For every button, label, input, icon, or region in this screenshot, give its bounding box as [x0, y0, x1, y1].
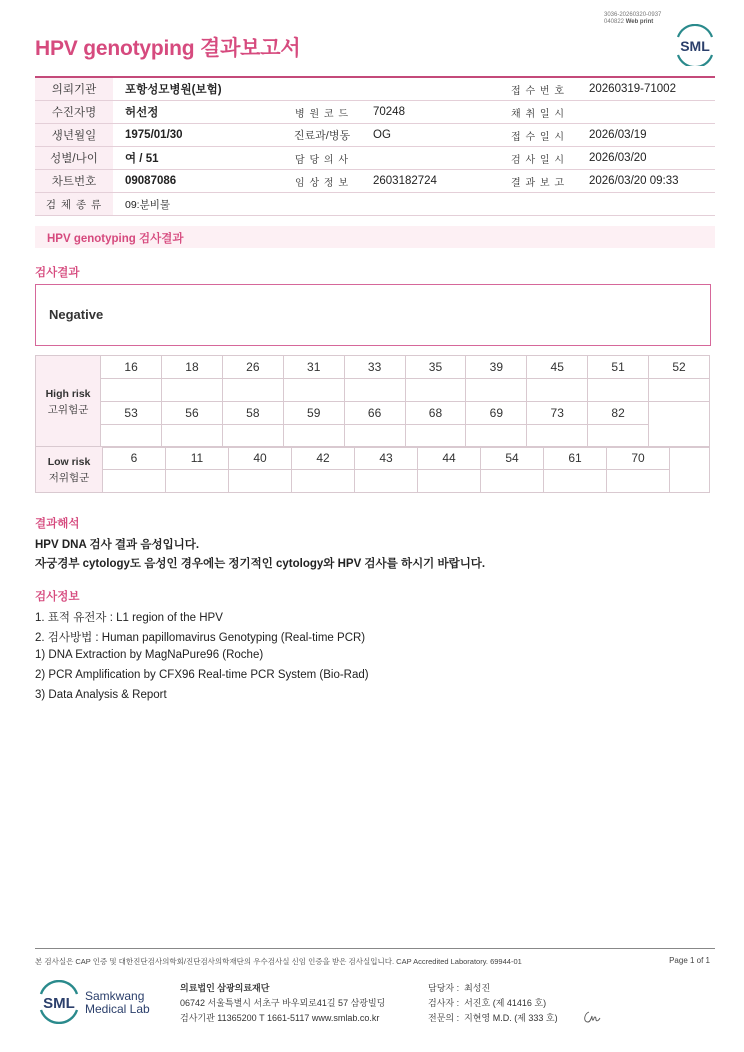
low-risk-label	[36, 447, 103, 493]
info-value: 2026/03/19	[577, 124, 715, 147]
staff-name: 지현영 M.D. (제 333 호)	[464, 1013, 558, 1023]
test-info-line: 3) Data Analysis & Report	[35, 689, 167, 701]
genotype-cell: 58	[222, 402, 283, 425]
staff-name: 최성진	[464, 983, 491, 993]
test-info-line: 1. 표적 유전자 : L1 region of the HPV	[35, 612, 223, 624]
info-value: 09087086	[113, 170, 283, 193]
genotype-cell: 6	[103, 447, 166, 470]
info-label	[283, 77, 361, 101]
info-row	[35, 147, 715, 170]
result-cell	[544, 470, 607, 493]
test-info-line: 1) DNA Extraction by MagNaPure96 (Roche)	[35, 649, 264, 661]
info-label: 생년월일	[35, 124, 113, 147]
staff-line	[428, 996, 546, 1009]
info-value	[361, 77, 499, 101]
genotype-cell: 31	[283, 356, 344, 379]
result-cell	[101, 379, 162, 402]
genotype-cell: 59	[283, 402, 344, 425]
high-risk-label-en: High risk	[45, 387, 91, 400]
staff-name: 서진호 (제 41416 호)	[464, 998, 547, 1008]
high-risk-table	[35, 355, 710, 448]
test-info-heading: 검사정보	[35, 591, 80, 603]
info-value: 포항성모병원(보험)	[113, 77, 283, 101]
result-cell	[527, 379, 588, 402]
result-cell	[101, 425, 162, 448]
result-cell	[222, 425, 283, 448]
info-label: 접 수 번 호	[499, 77, 577, 101]
staff-role: 검사자 :	[428, 998, 460, 1008]
info-value: OG	[361, 124, 499, 147]
genotype-cell: 26	[222, 356, 283, 379]
genotype-cell: 33	[344, 356, 405, 379]
result-cell	[166, 470, 229, 493]
info-label: 의뢰기관	[35, 77, 113, 101]
genotype-cell: 43	[355, 447, 418, 470]
info-row	[35, 77, 715, 101]
result-cell	[481, 470, 544, 493]
org-name: 의료법인 삼광의료재단	[180, 983, 270, 993]
genotype-cell: 35	[405, 356, 466, 379]
result-cell	[229, 470, 292, 493]
info-label: 결 과 보 고	[499, 170, 577, 193]
info-value	[361, 147, 499, 170]
result-cell	[344, 379, 405, 402]
result-cell	[405, 379, 466, 402]
info-value	[577, 101, 715, 124]
result-cell	[222, 379, 283, 402]
test-info-line: 2) PCR Amplification by CFX96 Real-time PCR System (Bio-Rad)	[35, 669, 369, 681]
sml-logo	[674, 24, 716, 66]
result-value: Negative	[49, 307, 104, 322]
org-contact: 검사기관 11365200 T 1661-5117 www.smlab.co.kr	[180, 1013, 380, 1023]
genotype-cell: 61	[544, 447, 607, 470]
result-cell	[355, 470, 418, 493]
low-risk-table	[35, 446, 710, 493]
test-info-line: 2. 검사방법 : Human papillomavirus Genotyping (Real-time PCR)	[35, 632, 366, 644]
logo-mark-text: SML	[43, 995, 75, 1012]
genotype-cell: 66	[344, 402, 405, 425]
info-label: 차트번호	[35, 170, 113, 193]
result-cell	[162, 379, 223, 402]
info-value: 09:분비물	[113, 193, 715, 216]
info-value: 2026/03/20 09:33	[577, 170, 715, 193]
interpretation-line: HPV DNA 검사 결과 음성입니다.	[35, 539, 200, 551]
info-label: 검 사 일 시	[499, 147, 577, 170]
result-cell	[466, 425, 527, 448]
section-title: HPV genotyping 검사결과	[47, 233, 184, 245]
empty-cell	[649, 402, 710, 448]
result-cell	[418, 470, 481, 493]
signature-icon	[580, 1008, 602, 1028]
result-box	[35, 284, 711, 346]
info-value: 2026/03/20	[577, 147, 715, 170]
genotype-cell: 69	[466, 402, 527, 425]
section-bar	[35, 226, 715, 248]
info-label: 접 수 일 시	[499, 124, 577, 147]
low-risk-label-ko: 저위험군	[48, 471, 90, 484]
result-cell	[292, 470, 355, 493]
staff-line	[428, 981, 490, 994]
staff-line	[428, 1011, 558, 1024]
genotype-cell: 73	[527, 402, 588, 425]
result-cell	[162, 425, 223, 448]
result-cell	[607, 470, 670, 493]
web-print-label: Web print	[625, 19, 654, 25]
info-label: 채 취 일 시	[499, 101, 577, 124]
genotype-cell: 40	[229, 447, 292, 470]
logo-wordmark	[85, 990, 150, 1016]
result-cell	[649, 379, 710, 402]
result-cell	[405, 425, 466, 448]
genotype-cell: 16	[101, 356, 162, 379]
info-value: 70248	[361, 101, 499, 124]
interpretation-heading: 결과해석	[35, 518, 80, 530]
info-value: 여 / 51	[113, 147, 283, 170]
org-address: 06742 서울특별시 서초구 바우뫼로41길 57 삼광빌딩	[180, 998, 386, 1008]
doc-id-line1: 3036-20260320-0937	[604, 12, 662, 18]
info-row	[35, 193, 715, 216]
genotype-cell: 56	[162, 402, 223, 425]
info-label: 검 체 종 류	[35, 193, 113, 216]
genotype-cell: 52	[649, 356, 710, 379]
accreditation-note: 본 검사실은 CAP 인증 및 대한진단검사의학회/진단검사의학재단의 우수검사실 신임 인증을 받은 검사실입니다. CAP Accredited Laboratory. 69944-01	[35, 957, 522, 966]
logo-text: SML	[680, 38, 710, 54]
genotype-cell: 82	[588, 402, 649, 425]
sml-logo-mark-icon	[37, 980, 81, 1024]
genotype-cell: 53	[101, 402, 162, 425]
info-row	[35, 101, 715, 124]
info-label: 담 당 의 사	[283, 147, 361, 170]
genotype-cell: 45	[527, 356, 588, 379]
staff-role: 담당자 :	[428, 983, 460, 993]
genotype-cell: 11	[166, 447, 229, 470]
info-value: 허선정	[113, 101, 283, 124]
result-heading: 검사결과	[35, 267, 80, 279]
footer-divider	[35, 948, 715, 949]
page-title: HPV genotyping 결과보고서	[35, 37, 301, 60]
info-label: 임 상 정 보	[283, 170, 361, 193]
result-cell	[466, 379, 527, 402]
low-risk-label-en: Low risk	[47, 455, 91, 468]
genotype-cell: 44	[418, 447, 481, 470]
info-row	[35, 170, 715, 193]
result-cell	[283, 425, 344, 448]
info-label: 병 원 코 드	[283, 101, 361, 124]
info-label: 진료과/병동	[283, 124, 361, 147]
result-cell	[283, 379, 344, 402]
genotype-cell: 39	[466, 356, 527, 379]
logo-name-line1: Samkwang	[85, 989, 145, 1003]
result-cell	[527, 425, 588, 448]
interpretation-line: 자궁경부 cytology도 음성인 경우에는 정기적인 cytology와 HPV 검사를 하시기 바랍니다.	[35, 558, 486, 570]
genotype-cell: 18	[162, 356, 223, 379]
high-risk-label	[36, 356, 101, 448]
genotype-cell: 70	[607, 447, 670, 470]
info-value: 1975/01/30	[113, 124, 283, 147]
logo-name-line2: Medical Lab	[85, 1002, 150, 1016]
staff-role: 전문의 :	[428, 1013, 460, 1023]
genotype-cell: 54	[481, 447, 544, 470]
patient-info-table	[35, 76, 715, 216]
empty-cell	[670, 447, 710, 493]
genotype-cell: 51	[588, 356, 649, 379]
info-value: 20260319-71002	[577, 77, 715, 101]
high-risk-label-ko: 고위험군	[47, 403, 89, 416]
info-label: 성별/나이	[35, 147, 113, 170]
info-value: 2603182724	[361, 170, 499, 193]
genotype-cell: 68	[405, 402, 466, 425]
genotype-cell: 42	[292, 447, 355, 470]
result-cell	[103, 470, 166, 493]
doc-id-prefix: 040822	[604, 19, 625, 25]
result-cell	[588, 379, 649, 402]
info-label: 수진자명	[35, 101, 113, 124]
result-cell	[588, 425, 649, 448]
info-row	[35, 124, 715, 147]
page-number: Page 1 of 1	[669, 956, 710, 965]
result-cell	[344, 425, 405, 448]
